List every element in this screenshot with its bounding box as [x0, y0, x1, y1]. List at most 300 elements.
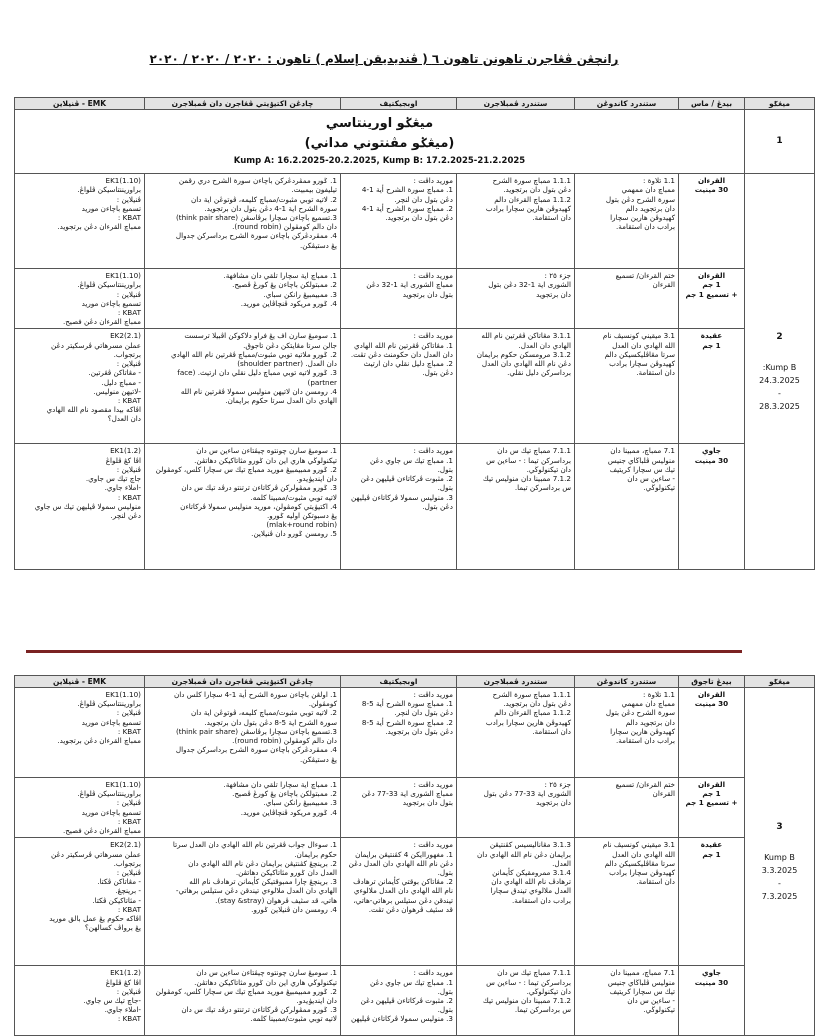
- content-standard-cell: [575, 269, 679, 329]
- session-line: 30 مينيت: [694, 699, 729, 709]
- learning-standard-line: برايمان دڠن نام الله الهادي دان: [476, 849, 571, 859]
- learning-standard-line: 3.1.4 ممرومقيكن كأيمانن: [492, 867, 571, 877]
- activities-cell: [145, 778, 341, 838]
- emk-assessment-line: ڤنيلاين :: [116, 194, 141, 204]
- session-cell: [679, 269, 745, 329]
- content-standard-line: 7.1 ممباچ، ممبينا دان: [610, 968, 675, 978]
- emk-assessment-line: KBAT :: [117, 904, 141, 914]
- content-standard-cell: [575, 444, 679, 570]
- week-3-row: [15, 838, 815, 966]
- header-field-topic: بيدڠ تاجوق: [679, 676, 745, 688]
- objective-line: ممباچ الشورى اية 33-77 دڠن: [361, 789, 453, 799]
- objective-line: موريد داڤت :: [413, 690, 453, 699]
- content-standard-line: ختم القرءان/ تسميع: [615, 271, 675, 281]
- content-standard-line: ختم القرءان/ تسميع: [615, 780, 675, 789]
- learning-standard-line: 1.1.1 ممباچ سورة الشرح: [492, 176, 571, 186]
- session-line: 30 مينيت: [694, 455, 729, 465]
- objective-line: موريد داڤت :: [413, 176, 453, 186]
- learning-standard-line: دان تيكنولوڬي.: [526, 464, 571, 474]
- activities-line: تيليفون بيمبيت.: [291, 185, 337, 195]
- emk-assessment-line: تسميع باچاءن موريد: [81, 298, 141, 308]
- content-standard-line: القرءان: [652, 789, 675, 799]
- activities-line: 1. ممباچ اية سچارا تلقي دان مشافهة.: [223, 271, 337, 281]
- activities-line: (mlak+round robin): [266, 520, 337, 530]
- session-cell: [679, 688, 745, 778]
- header-emk-assessment: EMK - ڤنيلاين: [15, 98, 145, 110]
- orientation-week-cell: [15, 110, 745, 174]
- activities-line: 2. ممبتولكن باچاءن يڠ كورڠ ڤصيح.: [232, 789, 337, 799]
- activities-line: 3. ݢورو ممڤولركن ڤركاتاءن ترتنتو درڤد تيك س دان: [181, 1005, 337, 1015]
- emk-assessment-line: يڠ برواڤ كسالهن؟: [84, 923, 141, 933]
- emk-assessment-line: براوريننتاسيكن ڤلواڠ.: [77, 789, 141, 799]
- table-header-row: [15, 676, 815, 688]
- objective-line: دڠن بتول.: [422, 368, 453, 378]
- emk-assessment-line: EK1(1.2): [110, 968, 141, 978]
- emk-assessment-line: براوريننتاسيكن ڤلواڠ.: [77, 699, 141, 709]
- activities-line: 1. سومبڠ سارن اف يڠ فراو دلاكوكن اڤبيلا ترسست: [184, 331, 337, 341]
- objective-line: موريد داڤت :: [413, 271, 453, 281]
- emk-assessment-line: ممباچ القرءان دڠن فصيح.: [62, 317, 141, 327]
- activities-line: دان اينديۏيدو.: [296, 474, 337, 484]
- emk-assessment-cell: [15, 778, 145, 838]
- week-start: 3.3.2025: [761, 866, 798, 876]
- content-standard-cell: [575, 174, 679, 269]
- content-standard-line: دان برتجويد دالم: [625, 717, 675, 727]
- week-3-row: [15, 778, 815, 838]
- content-standard-line: - ساءين س دان: [627, 474, 675, 484]
- session-line: 1 جم: [702, 340, 721, 350]
- emk-assessment-cell: [15, 329, 145, 444]
- emk-assessment-cell: [15, 174, 145, 269]
- activities-line: 5. رومسن ݢورو دان ڤنيلاين.: [251, 529, 337, 539]
- objective-line: تيندقن دڠن ستيلس برهاتي-هاتي،: [353, 895, 453, 905]
- header-week: ميڠݢو: [745, 98, 815, 110]
- activities-line: تيكنولوڬي هاري اين دان ݢورو مثاتاكيكن دهاتڤن.: [194, 455, 337, 465]
- objective-line: 1. ممباچ سورة الشرح أية 1-4: [361, 185, 453, 195]
- activities-line: 2. لاتيه توبي مثبوت/ممباچ كليمه، ڤوتوڠن اية دان: [190, 194, 337, 204]
- objective-line: دڠن بتول دان برتجويد.: [385, 726, 453, 736]
- content-standard-line: 1.1 تلاوة :: [643, 176, 675, 186]
- activities-cell: [145, 966, 341, 1036]
- orientation-title: ميڠݢو اورينتاسي: [325, 116, 434, 131]
- emk-assessment-line: عملن مسرهاتي ڤرسكيتر دڠن: [50, 340, 141, 350]
- activities-line: 3. ݢورو لاتيه توبي ممباچ دليل نقلي دان ارتيث. (face: [177, 368, 337, 378]
- emk-assessment-cell: [15, 688, 145, 778]
- emk-assessment-line: KBAT :: [117, 492, 141, 502]
- objective-line: ممباچ الشورى اية 1-32 دڠن: [366, 280, 453, 290]
- week-2-row: [15, 269, 815, 329]
- objective-line: 2. ممباچ سورة الشرح أية 5-8: [361, 717, 453, 727]
- activities-line: كومڤولن.: [308, 699, 337, 709]
- activities-line: 4. رومسن دان لاتيهن منوليس سمولا ڤڠرتين نام الله: [180, 386, 337, 396]
- emk-assessment-cell: [15, 269, 145, 329]
- content-standard-line: كهيدوڤن سچارا برادب: [609, 867, 675, 877]
- week-kump: Kump B: [764, 853, 795, 863]
- header-week: ميڠݢو: [745, 676, 815, 688]
- objective-line: موريد داڤت :: [413, 840, 453, 850]
- emk-assessment-line: ڤنيلاين :: [116, 708, 141, 718]
- emk-assessment-line: اڤاكه حكوم يڠ عمل بالق موريد: [49, 914, 141, 924]
- document-title: رانچڠن ڤڠاجرن تاهونن تاهون ٦ ( ڤنديديقن إسلام ) تاهون : ٢٠٢٠ / ٢٠٢٠ / ٢٠٢٠: [149, 52, 619, 66]
- learning-standard-line: 3.1.3 مڠاناليسيس كڤنتيڠن: [489, 840, 571, 850]
- emk-assessment-line: EK1(1.10): [105, 690, 141, 699]
- objective-line: 1. ممباچ سورة الشرح أية 5-8: [361, 699, 453, 709]
- objective-line: دڠن بتول دان لنچر.: [394, 708, 453, 718]
- learning-standard-line: العدل ملالوءي تيندق سچارا: [490, 886, 571, 896]
- learning-standard-line: العدل.: [552, 858, 571, 868]
- activities-line: 1. ݢورو ممڤردڠركن باچاءن سورة الشرح دري رقمن: [178, 176, 337, 186]
- activities-line: partner): [307, 377, 337, 387]
- emk-assessment-line: -جاچ تيك س جاوي.: [83, 995, 141, 1005]
- emk-assessment-line: -لاتيهن منوليس.: [93, 386, 141, 396]
- content-standard-line: منوليس ڤلباڬاي جنيس: [607, 977, 675, 987]
- orientation-dates: Kump A: 16.2.2025-20.2.2025, Kump B: 17.2.2025-21.2.2025: [233, 156, 526, 167]
- objective-line: موريد داڤت :: [413, 446, 453, 456]
- learning-standard-cell: [457, 444, 575, 570]
- emk-assessment-line: EK1(1.10): [105, 176, 141, 186]
- week-3-row: [15, 966, 815, 1036]
- content-standard-line: دان استقامة.: [636, 368, 675, 378]
- objective-line: دان العدل دان حكومنث دڠن تڤت.: [350, 349, 453, 359]
- content-standard-line: كهيدوڤن هارين سچارا: [610, 726, 675, 736]
- session-line: القرءان: [697, 176, 726, 186]
- session-cell: [679, 329, 745, 444]
- emk-assessment-line: ڤنيلاين :: [116, 867, 141, 877]
- learning-standard-line: برداسركن تيما : - ساءين س: [486, 977, 571, 987]
- content-standard-cell: [575, 966, 679, 1036]
- emk-assessment-line: ممباچ القرءان دڠن برتجويد.: [57, 736, 141, 746]
- objective-line: دڠن بتول دان برتجويد.: [385, 213, 453, 222]
- table-header-row: [15, 98, 815, 110]
- learning-standard-line: 3.1.2 مرومسكن حكوم برايمان: [476, 349, 571, 359]
- objective-line: قد سثيف ڤرهوان دڠن تڤت.: [368, 904, 453, 914]
- session-line: عقيدة: [700, 331, 723, 341]
- objective-cell: [341, 966, 457, 1036]
- session-line: + تسميع 1 جم: [685, 289, 738, 299]
- content-standard-line: تيكنولوڬي.: [643, 483, 675, 493]
- activities-line: يڠ دستيڤكن.: [299, 240, 337, 250]
- activities-line: لاتيه توبي مثبوت/ممبينا كلمه.: [250, 492, 337, 502]
- content-standard-line: الله الهادي دان العدل: [612, 340, 675, 350]
- emk-assessment-line: ڤنيلاين :: [116, 289, 141, 299]
- content-standard-cell: [575, 329, 679, 444]
- objective-line: بتول.: [437, 464, 453, 474]
- learning-standard-line: دان برتجويد: [536, 289, 571, 299]
- emk-assessment-line: اڤا كڠ ڤلواڠ: [105, 455, 141, 465]
- activities-line: 1. ممباچ اية سچارا تلقي دان مشافهة.: [223, 780, 337, 789]
- emk-assessment-line: جاچ تيك س جاوي.: [85, 474, 141, 484]
- activities-line: دان اينديۏيدو.: [296, 995, 337, 1005]
- learning-standard-line: برادب دان استقامة.: [512, 895, 571, 905]
- activities-line: الهادي دان العدل سرتا حكوم برايمان.: [225, 395, 337, 405]
- session-line: القرءان: [697, 780, 726, 789]
- learning-standard-line: الشورى اية 33-77 دڠن بتول: [483, 789, 571, 799]
- emk-assessment-cell: [15, 966, 145, 1036]
- session-line: 30 مينيت: [694, 977, 729, 987]
- activities-line: دان دالم كومڤولن (round robin).: [232, 222, 337, 232]
- emk-assessment-line: تسميع باچاءن موريد: [81, 717, 141, 727]
- emk-assessment-line: عملن مسرهاتي ڤرسكيتر دڠن: [50, 849, 141, 859]
- activities-line: 1. سوءال جواب ڤڠرتين نام الله الهادي دان العدل سرتا: [172, 840, 337, 850]
- learning-standard-line: دڠن بتول دان برتجويد.: [503, 699, 571, 709]
- learning-standard-line: الهادي دان العدل.: [518, 340, 571, 350]
- learning-standard-line: 3.1.1 مڠاتاكن ڤڠرتين نام الله: [481, 331, 571, 341]
- page-divider: [26, 650, 742, 653]
- activities-line: تيكنولوڬي هاري اين دان ݢورو مثاتاكيكن دهاتڤن.: [194, 977, 337, 987]
- objective-cell: [341, 444, 457, 570]
- orientation-subtitle: (ميڠݢو مڤنتوني مداني): [304, 135, 455, 151]
- learning-standard-line: 1.1.2 ممباچ القرءان دالم: [494, 708, 571, 718]
- objective-line: بتول.: [437, 1005, 453, 1015]
- emk-assessment-line: KBAT :: [117, 1014, 141, 1024]
- learning-standard-cell: [457, 778, 575, 838]
- week-3-row: [15, 688, 815, 778]
- header-emk-assessment: EMK - ڤنيلاين: [15, 676, 145, 688]
- learning-standard-line: 7.1.2 ممبينا دان منوليس تيك: [482, 474, 571, 484]
- activities-line: 1. اولڠن باچاءن سورة الشرح أية 1-4 سچارا كلس دان: [173, 690, 337, 699]
- content-standard-line: سرتا مڠاڤليكسيكن دالم: [604, 858, 675, 868]
- objective-line: 2. مثبوت ڤركاتاءن ڤيليهن دڠن: [360, 474, 453, 484]
- activities-line: 2. ݢورو ملاتيه توبي مثبوت/ممباچ ڤڠرتين نام الله الهادي: [170, 349, 337, 359]
- emk-assessment-line: دڠن لنچر.: [110, 510, 141, 520]
- learning-standard-line: 7.1.1 ممباچ تيك س دان: [497, 446, 571, 456]
- objective-line: بتول دان برتجويد: [402, 289, 453, 299]
- activities-line: 4. ݢورو مريكود ڤنچاڤاين موريد.: [240, 807, 337, 817]
- learning-standard-line: 1.1.2 ممباچ القرءان دالم: [494, 194, 571, 204]
- objective-cell: [341, 269, 457, 329]
- emk-assessment-line: - مثاتاكيكن ڤكتا.: [92, 895, 141, 905]
- activities-line: 3. ممبيمبيڠ رانكن سباي.: [263, 289, 337, 299]
- objective-line: موريد داڤت :: [413, 780, 453, 789]
- learning-standard-line: برداسركن دليل نقلي.: [507, 368, 571, 378]
- activities-line: 2. لاتيه توبي مثبوت/ممباچ كليمه، ڤوتوڠن اية دان: [190, 708, 337, 718]
- content-standard-line: 3.1 ميقيني كونسيڤ نام: [602, 840, 675, 850]
- content-standard-line: تيك س سچارا كريتيف: [609, 464, 675, 474]
- learning-standard-cell: [457, 838, 575, 966]
- emk-assessment-line: KBAT :: [117, 213, 141, 222]
- objective-line: بتول.: [437, 986, 453, 996]
- learning-standard-line: الشورى اية 1-32 دڠن بتول: [488, 280, 571, 290]
- content-standard-line: تيكنولوڬي.: [643, 1005, 675, 1015]
- activities-cell: [145, 688, 341, 778]
- objective-line: دڠن نام الله الهادي دان العدل دڠن: [348, 858, 453, 868]
- objective-cell: [341, 174, 457, 269]
- objective-line: موريد داڤت :: [413, 968, 453, 978]
- learning-standard-line: دان استقامة.: [532, 213, 571, 222]
- objective-line: 2. ممباچ دليل نقلي دان ارتيث: [363, 359, 453, 369]
- content-standard-line: 7.1 ممباچ، ممبينا دان: [610, 446, 675, 456]
- emk-assessment-line: براوريننتاسيكن ڤلواڠ.: [77, 185, 141, 195]
- content-standard-line: 1.1 تلاوة :: [643, 690, 675, 699]
- emk-assessment-line: منوليس سمولا ڤيليهن تيك س جاوي: [34, 501, 141, 511]
- activities-line: سورة الشرح اية 5-8 دڠن بتول دان برتجويد.: [204, 717, 337, 727]
- emk-assessment-line: ممباچ القرءان دڠن برتجويد.: [57, 222, 141, 232]
- objective-cell: [341, 778, 457, 838]
- emk-assessment-line: KBAT :: [117, 816, 141, 826]
- learning-standard-line: 7.1.2 ممبينا دان منوليس تيك: [482, 995, 571, 1005]
- week-sep: -: [778, 388, 781, 398]
- week-number: 3: [776, 821, 783, 832]
- emk-assessment-line: -املاء جاوي.: [104, 483, 141, 493]
- emk-assessment-line: KBAT :: [117, 395, 141, 405]
- emk-assessment-line: EK1(1.2): [110, 446, 141, 456]
- content-standard-line: ممباچ دان ممهمي: [621, 185, 675, 195]
- header-objective: اوبجيكتيف: [341, 676, 457, 688]
- objective-cell: [341, 838, 457, 966]
- week-2-row: [15, 174, 815, 269]
- learning-standard-cell: [457, 688, 575, 778]
- activities-line: 3. ݢورو ممڤولركن ڤركاتاءن ترتنتو درڤد تيك س دان: [181, 483, 337, 493]
- content-standard-line: برادب دان استقامة.: [616, 222, 675, 232]
- activities-line: 3.تسميع باچاءن سچارا برڤاسڠن (think pair share): [175, 726, 337, 736]
- activities-line: 3.تسميع باچاءن سچارا برڤاسڠن (think pair share): [175, 213, 337, 222]
- objective-line: 1. مڠاتاكن ڤڠرتين نام الله الهادي: [354, 340, 453, 350]
- activities-line: 1. سومبڠ سارن چونتوه چيڤتاءن ساءين س دان: [196, 446, 337, 456]
- week-end: 28.3.2025: [759, 401, 800, 411]
- emk-assessment-line: ممباچ القرءان دڠن فصيح.: [62, 826, 141, 836]
- emk-assessment-cell: [15, 838, 145, 966]
- activities-line: العدل دان ݢورو مثاتاكيكن دهاتڤن.: [235, 867, 337, 877]
- activities-cell: [145, 838, 341, 966]
- learning-standard-line: دڠن نام الله الهادي دان العدل: [481, 359, 571, 369]
- learning-standard-line: دان تيكنولوڬي.: [526, 986, 571, 996]
- emk-assessment-line: - ممباچ دليل.: [101, 377, 141, 387]
- emk-assessment-cell: [15, 444, 145, 570]
- week-1-row: [15, 110, 815, 174]
- emk-assessment-line: ڤنيلاين :: [116, 359, 141, 369]
- activities-line: 4. ݢورو مريكود ڤنچاڤاين موريد.: [240, 298, 337, 308]
- activities-line: 3. ممبيمبيڠ رانكن سباي.: [263, 798, 337, 808]
- week-number: 1: [745, 110, 815, 174]
- activities-line: 2. برينچڠ كڤنتيڠن برايمان دڠن نام الله الهادي دان: [188, 858, 337, 868]
- emk-assessment-line: KBAT :: [117, 308, 141, 317]
- header-field-time: بيدڠ / ماس: [679, 98, 745, 110]
- activities-line: جالن سرتا مڠايتكن دڠن تاجوق.: [243, 340, 337, 350]
- session-line: 1 جم: [702, 280, 721, 290]
- content-standard-line: سورة الشرح دڠن بتول: [605, 708, 675, 718]
- objective-line: دڠن بتول.: [422, 501, 453, 511]
- header-content-standard: ستندرد كاندوڠن: [575, 98, 679, 110]
- learning-standard-line: س برداسركن تيما.: [514, 1005, 571, 1015]
- emk-assessment-line: -املاء جاوي.: [104, 1005, 141, 1015]
- objective-line: 2. مڠاتاكن بوقتي كأيمانن ترهادڤ: [353, 877, 453, 887]
- objective-line: 2. مثبوت ڤركاتاءن ڤيليهن دڠن: [360, 995, 453, 1005]
- session-line: 1 جم: [702, 789, 721, 799]
- objective-line: 3. منوليس سمولا ڤركاتاءن ڤيليهن: [350, 1014, 453, 1024]
- emk-assessment-line: تسميع باچاءن موريد: [81, 807, 141, 817]
- session-line: 30 مينيت: [694, 185, 729, 195]
- header-content-standard: ستندرد كاندوڠن: [575, 676, 679, 688]
- learning-standard-cell: [457, 269, 575, 329]
- activities-line: 2. ممبتولكن باچاءن يڠ كورڠ ڤصيح.: [232, 280, 337, 290]
- week-cell: [745, 688, 815, 1036]
- content-standard-line: 3.1 ميقيني كونسيڤ نام: [602, 331, 675, 341]
- learning-standard-line: دان استقامة.: [532, 726, 571, 736]
- activities-line: لاتيه توبي مثبوت/ممبينا كلمه.: [250, 1014, 337, 1024]
- content-standard-line: تيك س سچارا كريتيف: [609, 986, 675, 996]
- emk-assessment-line: ڤنيلاين :: [116, 464, 141, 474]
- session-line: عقيدة: [700, 840, 723, 850]
- objective-line: بتول.: [437, 483, 453, 493]
- emk-assessment-line: اڤاكه بيدا مقصود نام الله الهادي: [46, 405, 141, 415]
- activities-line: يڠ دسبوتكن اوليه ݢورو.: [266, 510, 337, 520]
- objective-line: دڠن بتول دان لنچر.: [394, 194, 453, 204]
- content-standard-line: سورة الشرح دڠن بتول: [605, 194, 675, 204]
- content-standard-cell: [575, 688, 679, 778]
- activities-line: سورة الشرح اية 1-4 دڠن بتول دان برتجويد.: [204, 203, 337, 213]
- week-sep: -: [778, 878, 781, 888]
- objective-line: 1. ممباچ تيك س جاوي دڠن: [370, 455, 453, 465]
- header-learning-standard: ستندرد ڤمبلاجرن: [457, 676, 575, 688]
- header-activities: چادڠن اكتيۏيتي ڤڠاجرن دان ڤمبلاجرن: [145, 98, 341, 110]
- emk-assessment-line: KBAT :: [117, 726, 141, 736]
- content-standard-cell: [575, 778, 679, 838]
- objective-line: بتول.: [437, 867, 453, 877]
- emk-assessment-line: - برينچڠ.: [115, 886, 141, 896]
- emk-assessment-line: EK2(2.1): [110, 840, 141, 850]
- session-line: جاوي: [702, 968, 721, 978]
- activities-line: دان دالم كومڤولن (round robin).: [232, 736, 337, 746]
- session-line: 1 جم: [702, 849, 721, 859]
- learning-standard-line: 1.1.1 ممباچ سورة الشرح: [492, 690, 571, 699]
- session-line: القرءان: [697, 271, 726, 281]
- learning-standard-line: برداسركن تيما : - ساءين س: [486, 455, 571, 465]
- learning-standard-cell: [457, 329, 575, 444]
- objective-line: موريد داڤت :: [413, 331, 453, 341]
- learning-standard-line: س برداسركن تيما.: [514, 483, 571, 493]
- session-line: القرءان: [697, 690, 726, 699]
- objective-line: 2. ممباچ سورة الشرح أية 1-4: [361, 203, 453, 213]
- activities-line: 3. برينچڠ چارا ممبوقتيكن كأيمانن ترهادڤ نام الله: [189, 877, 337, 887]
- objective-cell: [341, 329, 457, 444]
- learning-standard-line: كهيدوڤن هارين سچارا برادب: [485, 717, 571, 727]
- emk-assessment-line: برتجواب.: [113, 349, 141, 359]
- content-standard-cell: [575, 838, 679, 966]
- activities-line: 2. ݢورو ممبيمبيڠ موريد ممباچ تيك س سچارا كلس، كومڤولن: [155, 464, 337, 474]
- header-activities: چادڠن اكتيۏيتي ڤڠاجرن دان ڤمبلاجرن: [145, 676, 341, 688]
- session-cell: [679, 174, 745, 269]
- emk-assessment-line: ڤنيلاين :: [116, 798, 141, 808]
- activities-cell: [145, 444, 341, 570]
- week-2-row: [15, 329, 815, 444]
- week-cell: [745, 174, 815, 570]
- objective-line: نام الله الهادي دان العدل ملالوءي: [353, 886, 453, 896]
- session-line: جاوي: [702, 446, 721, 456]
- learning-standard-cell: [457, 174, 575, 269]
- learning-standard-cell: [457, 966, 575, 1036]
- learning-standard-line: دڠن بتول دان برتجويد.: [503, 185, 571, 195]
- header-learning-standard: ستندرد ڤمبلاجرن: [457, 98, 575, 110]
- emk-assessment-line: EK1(1.10): [105, 271, 141, 281]
- content-standard-line: - ساءين س دان: [627, 995, 675, 1005]
- content-standard-line: برادب دان استقامة.: [616, 736, 675, 746]
- activities-line: الهادي دان العدل ملالوءي تيندقن دڠن ستيلس برهاتي-: [175, 886, 337, 896]
- content-standard-line: كهيدوڤن هارين سچارا: [610, 213, 675, 222]
- activities-line: 4. ممڤردڠركن باچاءن سورة الشرح برداسركن جدوال: [175, 745, 337, 755]
- session-cell: [679, 966, 745, 1036]
- activities-line: 4. ممڤردڠركن باچاءن سورة الشرح برداسركن جدوال: [175, 231, 337, 241]
- emk-assessment-line: برتجواب.: [113, 858, 141, 868]
- learning-standard-line: كهيدوڤن هارين سچارا برادب: [485, 203, 571, 213]
- emk-assessment-line: اڤا كڠ ڤلواڠ: [105, 977, 141, 987]
- learning-standard-line: جزء ٢٥ :: [544, 271, 571, 281]
- emk-assessment-line: EK1(1.10): [105, 780, 141, 789]
- objective-line: 3. منوليس سمولا ڤركاتاءن ڤيليهن: [350, 492, 453, 502]
- objective-line: 1. مغهوراايكن 4 كڤنتيڠن برايمان: [355, 849, 453, 859]
- content-standard-line: القرءان: [652, 280, 675, 290]
- session-line: + تسميع 1 جم: [685, 798, 738, 808]
- session-cell: [679, 838, 745, 966]
